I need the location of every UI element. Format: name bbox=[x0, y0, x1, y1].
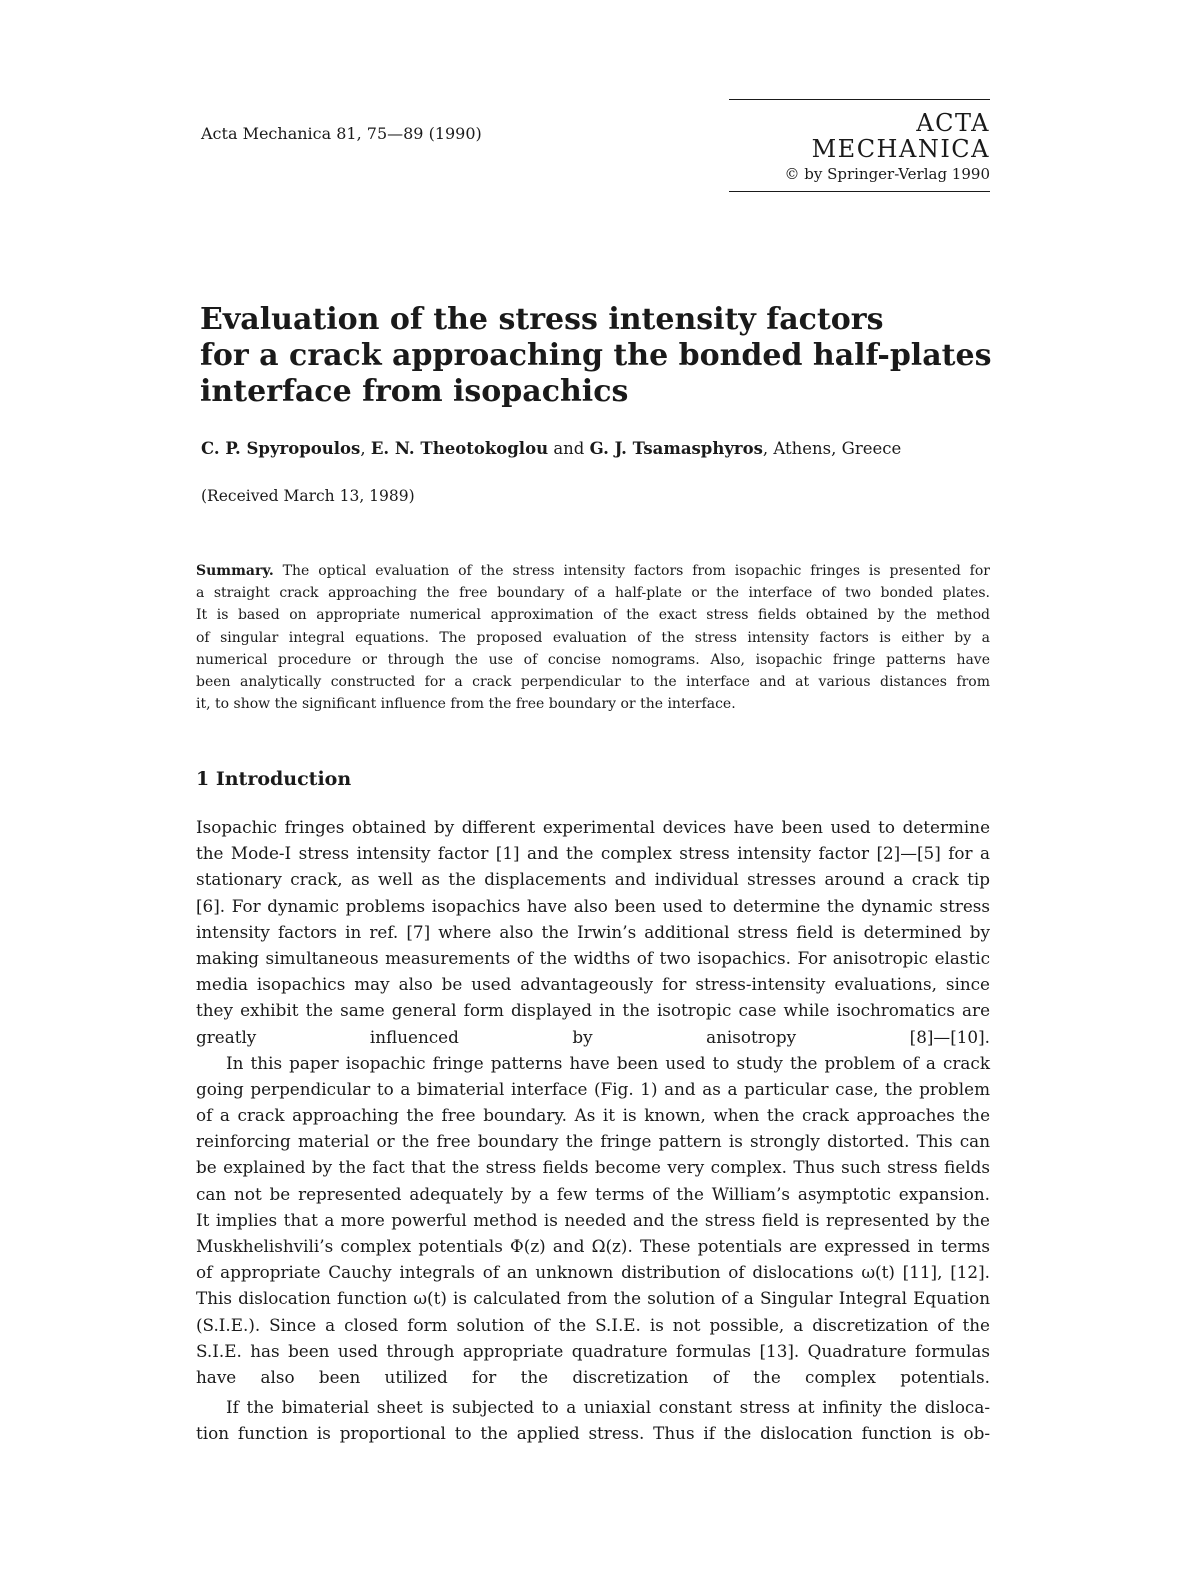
copyright-notice: © by Springer-Verlag 1990 bbox=[784, 165, 990, 183]
paragraph bbox=[196, 814, 990, 1050]
author-list bbox=[201, 438, 901, 460]
author-separator: and bbox=[548, 439, 590, 458]
author-name: E. N. Theotokoglou bbox=[370, 439, 549, 458]
section-heading: 1 Introduction bbox=[196, 768, 352, 790]
text-line: have also been utilized for the discretization of the complex potentials. bbox=[196, 1366, 990, 1387]
text-line: can not be represented adequately by a few terms of the William’s asymptotic expansion. bbox=[196, 1183, 990, 1204]
text-line: tion function is proportional to the applied stress. Thus if the dislocation function is ob- bbox=[196, 1423, 990, 1444]
paragraph bbox=[196, 1394, 990, 1446]
masthead-top-rule bbox=[729, 99, 990, 100]
summary-line: It is based on appropriate numerical approximation of the exact stress fields obtained by the method bbox=[196, 607, 990, 624]
author-location: , Athens, Greece bbox=[762, 439, 902, 458]
text-line: they exhibit the same general form displayed in the isotropic case while isochromatics are bbox=[196, 1000, 990, 1021]
text-line: If the bimaterial sheet is subjected to a uniaxial constant stress at infinity the disloca- bbox=[226, 1397, 990, 1418]
text-line: intensity factors in ref. [7] where also the Irwin’s additional stress field is determined by bbox=[196, 921, 990, 942]
text-line: going perpendicular to a bimaterial interface (Fig. 1) and as a particular case, the problem bbox=[196, 1078, 990, 1099]
title-line: interface from isopachics bbox=[200, 374, 629, 409]
text-line: the Mode-I stress intensity factor [1] and the complex stress intensity factor [2]—[5] for a bbox=[196, 843, 990, 864]
text-line: making simultaneous measurements of the widths of two isopachics. For anisotropic elastic bbox=[196, 947, 990, 968]
summary-line: been analytically constructed for a crack perpendicular to the interface and at various distances from bbox=[196, 673, 990, 690]
summary-line: a straight crack approaching the free boundary of a half-plate or the interface of two bonded plates. bbox=[196, 585, 990, 602]
title-line: Evaluation of the stress intensity factors bbox=[200, 302, 884, 337]
author-name: C. P. Spyropoulos bbox=[201, 439, 361, 458]
received-date: (Received March 13, 1989) bbox=[201, 487, 415, 505]
text-line: In this paper isopachic fringe patterns have been used to study the problem of a crack bbox=[226, 1052, 990, 1073]
text-line: media isopachics may also be used advantageously for stress-intensity evaluations, since bbox=[196, 974, 990, 995]
paper-title bbox=[200, 302, 1000, 410]
text-line: reinforcing material or the free boundary the fringe pattern is strongly distorted. This can bbox=[196, 1131, 990, 1152]
text-line: of a crack approaching the free boundary. As it is known, when the crack approaches the bbox=[196, 1105, 990, 1126]
paragraph bbox=[196, 1050, 990, 1390]
title-line: for a crack approaching the bonded half-plates bbox=[200, 338, 992, 373]
text-line: of appropriate Cauchy integrals of an unknown distribution of dislocations ω(t) [11], [12]. bbox=[196, 1262, 990, 1283]
summary-line: of singular integral equations. The proposed evaluation of the stress intensity factors is either by a bbox=[196, 629, 990, 646]
text-line: Muskhelishvili’s complex potentials Φ(z) and Ω(z). These potentials are expressed in terms bbox=[196, 1236, 990, 1256]
summary-label: Summary. bbox=[196, 563, 274, 579]
text-line: greatly influenced by anisotropy [8]—[10]. bbox=[196, 1026, 990, 1047]
author-separator: , bbox=[360, 439, 371, 458]
text-line: S.I.E. has been used through appropriate quadrature formulas [13]. Quadrature formulas bbox=[196, 1340, 990, 1361]
journal-name: ACTA MECHANICA bbox=[811, 109, 990, 163]
author-name: G. J. Tsamasphyros bbox=[589, 439, 763, 458]
body-text bbox=[196, 814, 990, 1447]
journal-citation: Acta Mechanica 81, 75—89 (1990) bbox=[201, 124, 482, 143]
summary-line: numerical procedure or through the use of concise nomograms. Also, isopachic fringe patterns have bbox=[196, 651, 990, 668]
text-line: Isopachic fringes obtained by different experimental devices have been used to determine bbox=[196, 817, 990, 837]
journal-masthead bbox=[729, 99, 990, 192]
text-line: stationary crack, as well as the displacements and individual stresses around a crack tip bbox=[196, 869, 990, 890]
text-line: [6]. For dynamic problems isopachics have also been used to determine the dynamic stress bbox=[196, 895, 990, 916]
masthead-bottom-rule bbox=[729, 191, 990, 192]
summary-abstract bbox=[196, 560, 990, 715]
text-line: (S.I.E.). Since a closed form solution of the S.I.E. is not possible, a discretization of the bbox=[196, 1314, 990, 1335]
summary-line: it, to show the significant influence from the free boundary or the interface. bbox=[196, 696, 736, 713]
summary-line: Summary. The optical evaluation of the stress intensity factors from isopachic fringes is presented for bbox=[196, 563, 990, 579]
text-line: It implies that a more powerful method is needed and the stress field is represented by the bbox=[196, 1209, 990, 1230]
text-line: This dislocation function ω(t) is calculated from the solution of a Singular Integral Equation bbox=[196, 1288, 990, 1309]
text-line: be explained by the fact that the stress fields become very complex. Thus such stress fields bbox=[196, 1157, 990, 1178]
